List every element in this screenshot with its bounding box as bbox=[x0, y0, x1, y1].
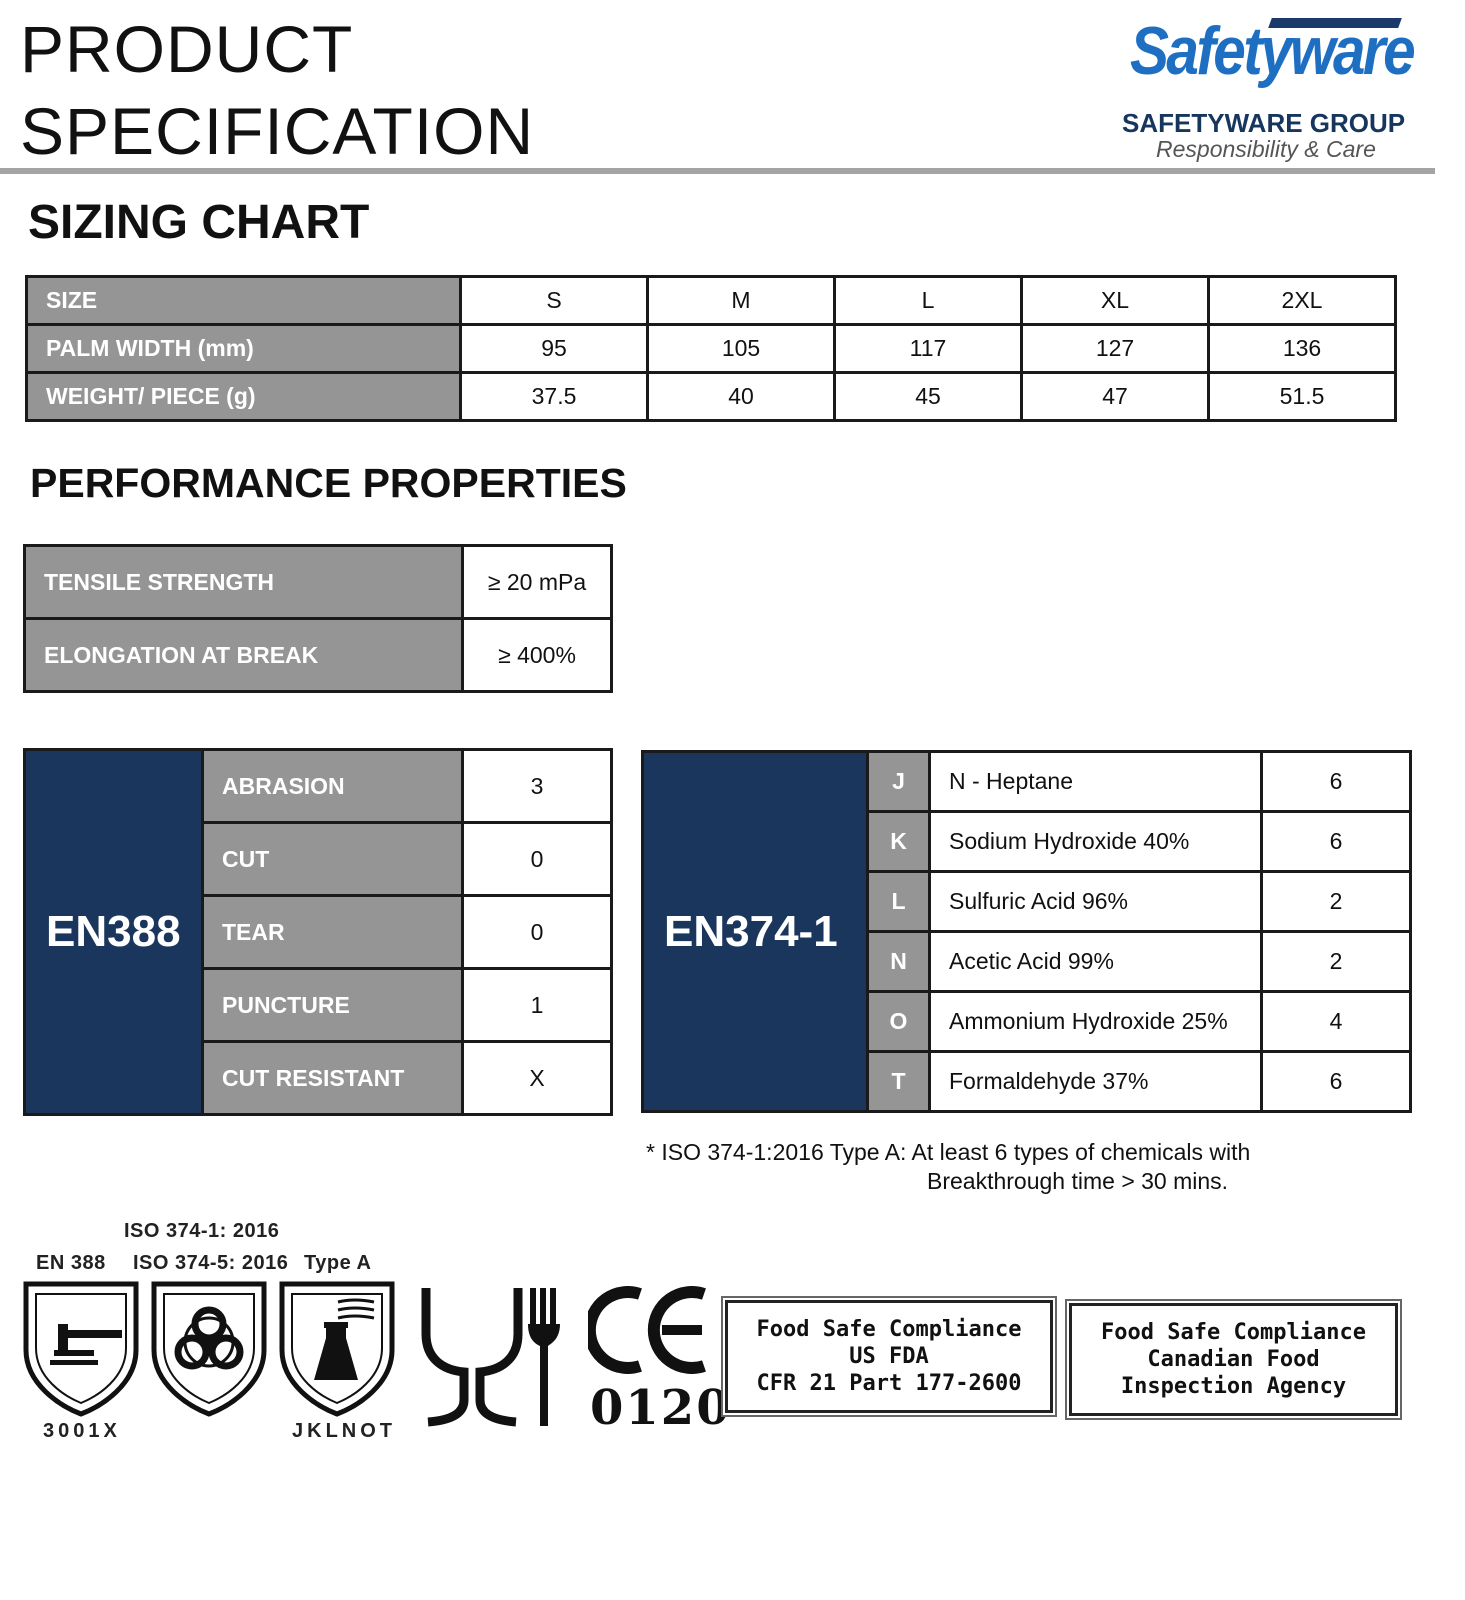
cell: M bbox=[648, 277, 835, 325]
row-label: TEAR bbox=[203, 896, 463, 969]
table-row bbox=[27, 373, 1396, 421]
safetyware-logo bbox=[1120, 12, 1420, 162]
row-label: WEIGHT/ PIECE (g) bbox=[27, 373, 461, 421]
row-label: PUNCTURE bbox=[203, 969, 463, 1042]
fda-line-2: US FDA bbox=[849, 1344, 929, 1369]
row-label: TENSILE STRENGTH bbox=[25, 546, 463, 619]
cell: 105 bbox=[648, 325, 835, 373]
food-safe-glass-fork-icon bbox=[420, 1284, 570, 1430]
ce-notified-body-number: 0120 bbox=[590, 1380, 732, 1436]
cell: 117 bbox=[835, 325, 1022, 373]
cell: 2 bbox=[1262, 872, 1411, 932]
cell: X bbox=[463, 1042, 612, 1115]
iso-374-5-label: ISO 374-5: 2016 bbox=[133, 1252, 289, 1274]
fda-compliance-badge bbox=[725, 1300, 1053, 1413]
chemical-code: L bbox=[868, 872, 930, 932]
table-row bbox=[27, 325, 1396, 373]
iso-374-1-label: ISO 374-1: 2016 bbox=[124, 1220, 280, 1242]
table-row bbox=[25, 546, 612, 619]
header-divider bbox=[0, 168, 1435, 174]
chemical-name: Sulfuric Acid 96% bbox=[930, 872, 1262, 932]
cell: XL bbox=[1022, 277, 1209, 325]
cell: ≥ 20 mPa bbox=[463, 546, 612, 619]
cell: ≥ 400% bbox=[463, 619, 612, 692]
page-title bbox=[20, 8, 534, 172]
cell: 6 bbox=[1262, 752, 1411, 812]
row-label: CUT bbox=[203, 823, 463, 896]
ce-mark-icon bbox=[588, 1286, 710, 1374]
logo-group-name: SAFETYWARE GROUP bbox=[1122, 108, 1406, 138]
en388-title: EN388 bbox=[25, 750, 203, 1115]
cell: 3 bbox=[463, 750, 612, 823]
table-row bbox=[25, 619, 612, 692]
chemical-code: K bbox=[868, 812, 930, 872]
cell: 4 bbox=[1262, 992, 1411, 1052]
fda-line-1: Food Safe Compliance bbox=[756, 1317, 1022, 1342]
row-label: SIZE bbox=[27, 277, 461, 325]
biohazard-shield-icon bbox=[150, 1280, 268, 1418]
chemical-code: T bbox=[868, 1052, 930, 1112]
en374-footnote bbox=[646, 1138, 1250, 1196]
mechanical-hazard-shield-icon bbox=[22, 1280, 140, 1418]
cell: L bbox=[835, 277, 1022, 325]
fda-line-3: CFR 21 Part 177-2600 bbox=[756, 1371, 1022, 1396]
cell: S bbox=[461, 277, 648, 325]
cfia-line-1: Food Safe Compliance bbox=[1101, 1320, 1366, 1345]
sizing-chart-heading: SIZING CHART bbox=[28, 196, 370, 249]
en388-code: 3001X bbox=[43, 1420, 121, 1442]
row-label: ABRASION bbox=[203, 750, 463, 823]
en388-label: EN 388 bbox=[36, 1252, 106, 1274]
cell: 51.5 bbox=[1209, 373, 1396, 421]
cell: 45 bbox=[835, 373, 1022, 421]
footnote-line-2: Breakthrough time > 30 mins. bbox=[927, 1168, 1229, 1194]
sizing-table bbox=[25, 275, 1397, 422]
chemical-hazard-shield-icon bbox=[278, 1280, 396, 1418]
cell: 40 bbox=[648, 373, 835, 421]
en374-title: EN374-1 bbox=[643, 752, 868, 1112]
type-a-label: Type A bbox=[304, 1252, 372, 1274]
cell: 6 bbox=[1262, 812, 1411, 872]
chemical-name: Sodium Hydroxide 40% bbox=[930, 812, 1262, 872]
cell: 1 bbox=[463, 969, 612, 1042]
row-label: CUT RESISTANT bbox=[203, 1042, 463, 1115]
table-row bbox=[27, 277, 1396, 325]
cell: 0 bbox=[463, 823, 612, 896]
table-row bbox=[643, 752, 1411, 812]
logo-wordmark: Safetyware bbox=[1130, 13, 1414, 89]
en374-table bbox=[641, 750, 1412, 1113]
row-label: ELONGATION AT BREAK bbox=[25, 619, 463, 692]
cfia-line-2: Canadian Food bbox=[1147, 1347, 1320, 1372]
chemical-code: O bbox=[868, 992, 930, 1052]
cfia-line-3: Inspection Agency bbox=[1120, 1374, 1347, 1399]
cell: 2XL bbox=[1209, 277, 1396, 325]
chemical-name: N - Heptane bbox=[930, 752, 1262, 812]
en388-table bbox=[23, 748, 613, 1116]
chemical-code: J bbox=[868, 752, 930, 812]
cell: 127 bbox=[1022, 325, 1209, 373]
performance-heading: PERFORMANCE PROPERTIES bbox=[30, 460, 627, 506]
en374-code: JKLNOT bbox=[292, 1420, 396, 1442]
cell: 6 bbox=[1262, 1052, 1411, 1112]
cfia-compliance-badge bbox=[1069, 1303, 1398, 1416]
page-title-line-1: PRODUCT bbox=[20, 12, 354, 86]
page-title-line-2: SPECIFICATION bbox=[20, 94, 535, 168]
cell: 0 bbox=[463, 896, 612, 969]
performance-table bbox=[23, 544, 613, 693]
cell: 2 bbox=[1262, 932, 1411, 992]
cell: 95 bbox=[461, 325, 648, 373]
row-label: PALM WIDTH (mm) bbox=[27, 325, 461, 373]
chemical-code: N bbox=[868, 932, 930, 992]
chemical-name: Formaldehyde 37% bbox=[930, 1052, 1262, 1112]
logo-tagline: Responsibility & Care bbox=[1156, 136, 1376, 162]
footnote-line-1: * ISO 374-1:2016 Type A: At least 6 types of chemicals with bbox=[646, 1139, 1251, 1165]
cell: 136 bbox=[1209, 325, 1396, 373]
cell: 47 bbox=[1022, 373, 1209, 421]
table-row bbox=[25, 750, 612, 823]
cell: 37.5 bbox=[461, 373, 648, 421]
chemical-name: Ammonium Hydroxide 25% bbox=[930, 992, 1262, 1052]
chemical-name: Acetic Acid 99% bbox=[930, 932, 1262, 992]
